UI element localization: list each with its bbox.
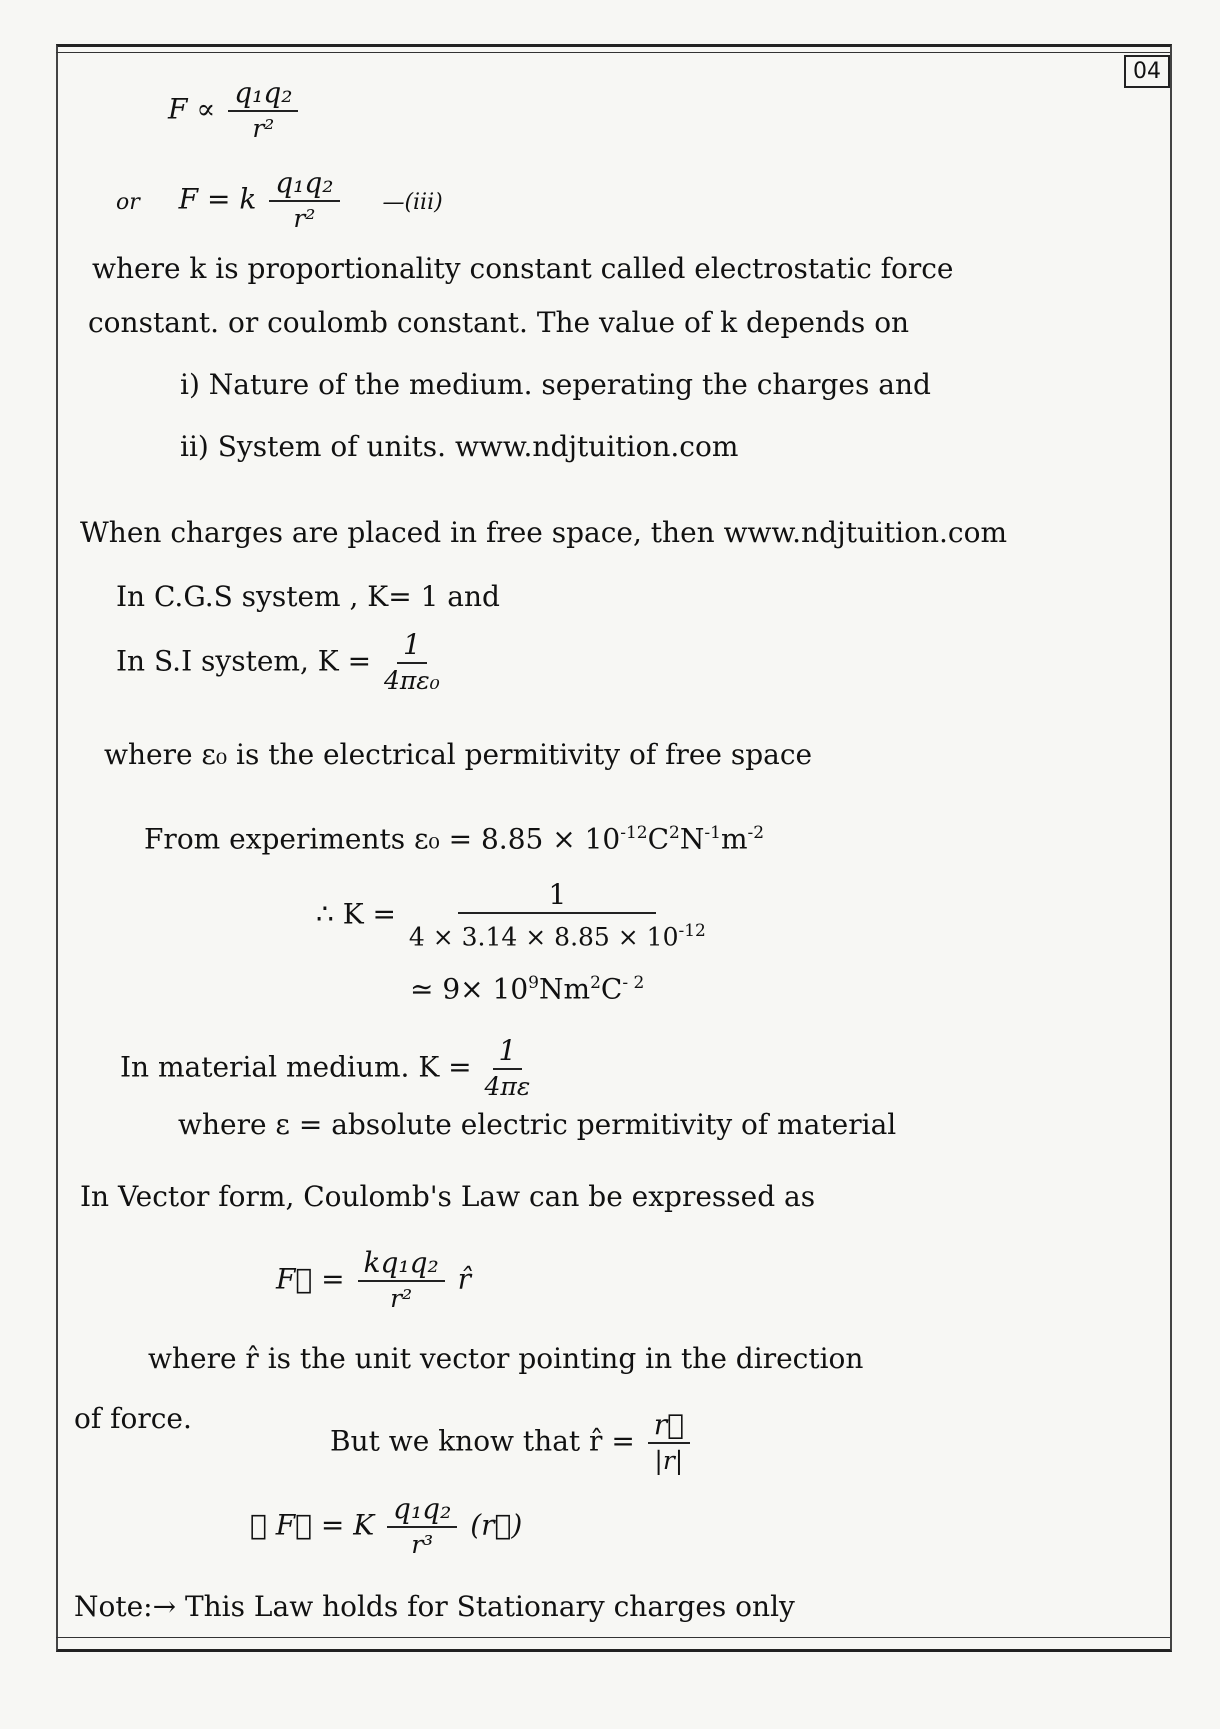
vector-equation: F⃗ = $\frac{\text{kq₁q₂}}{\text{r²}}$ r̂ [276,1246,472,1313]
list-item: i) Nature of the medium. seperating the charges and [180,368,931,401]
paragraph-line: When charges are placed in free space, then www.ndjtuition.com [80,516,1008,549]
si-line: In S.I system, K = $\frac{1}{\text{4πε₀}}$ [116,628,440,695]
paragraph-line: constant. or coulomb constant. The value of k depends on [88,306,910,339]
paragraph-line: where ε₀ is the electrical permitivity of free space [104,738,813,771]
final-equation: ∴ F⃗ = K $\frac{\text{q₁q₂}}{\text{r³}}$ (r⃗) [250,1492,523,1559]
equation-iii: or F = k $\frac{\text{q₁q₂}}{\text{r²}}$ —(iii) [116,166,443,233]
k-result: ≃ $9\times 10^9Nm^2C^{- 2}$ [410,972,645,1006]
paragraph-line: where ε = absolute electric permitivity of material [178,1108,897,1141]
material-line: In material medium. K = $\frac{1}{4\pi\varepsilon}$ [120,1034,531,1101]
paragraph-line: where k is proportionality constant called electrostatic force [92,252,954,285]
fraction: $\frac{r⃗}{|r|}$ [648,1410,690,1476]
experiment-line: From experiments $\varepsilon_0 = 8.85 \times 10^{-12}C^2N^{-1}m^{-2}$ [144,822,765,856]
fraction: $\frac{\text{q₁q₂}}{\text{r³}}$ [387,1494,457,1560]
border-line-top [56,52,1170,53]
fraction: $\frac{\text{q₁q₂}}{\text{r²}}$ [228,78,298,144]
unit-vector-equation: But we know that r̂ = $\frac{r⃗}{|r|}$ [330,1410,694,1476]
border-line-bottom [56,1637,1170,1638]
fraction: $\frac{1}{4\pi\varepsilon}$ [484,1034,531,1101]
fraction: $\frac{1}{\text{4πε₀}}$ [383,628,440,695]
fraction: $\frac{1}{4 \times 3.14 \times 8.85 \times 10^{-12}}$ [408,878,706,952]
equation-proportional: F ∝ $\frac{\text{q₁q₂}}{\text{r²}}$ [168,78,302,144]
paragraph-line: of force. [74,1402,192,1435]
note-line: Note:→ This Law holds for Stationary charges only [74,1590,795,1623]
page-number: 04 [1124,55,1170,88]
fraction: $\frac{\text{kq₁q₂}}{\text{r²}}$ [358,1248,445,1314]
fraction: $\frac{\text{q₁q₂}}{\text{r²}}$ [269,168,339,234]
list-item: ii) System of units. www.ndjtuition.com [180,430,739,463]
paragraph-line: In Vector form, Coulomb's Law can be expressed as [80,1180,816,1213]
k-calculation: ∴ K = $\frac{1}{4 \times 3.14 \times 8.85 \times 10^{-12}}$ [316,878,706,952]
paragraph-line: where r̂ is the unit vector pointing in the direction [148,1342,864,1375]
cgs-line: In C.G.S system , K= 1 and [116,580,500,613]
